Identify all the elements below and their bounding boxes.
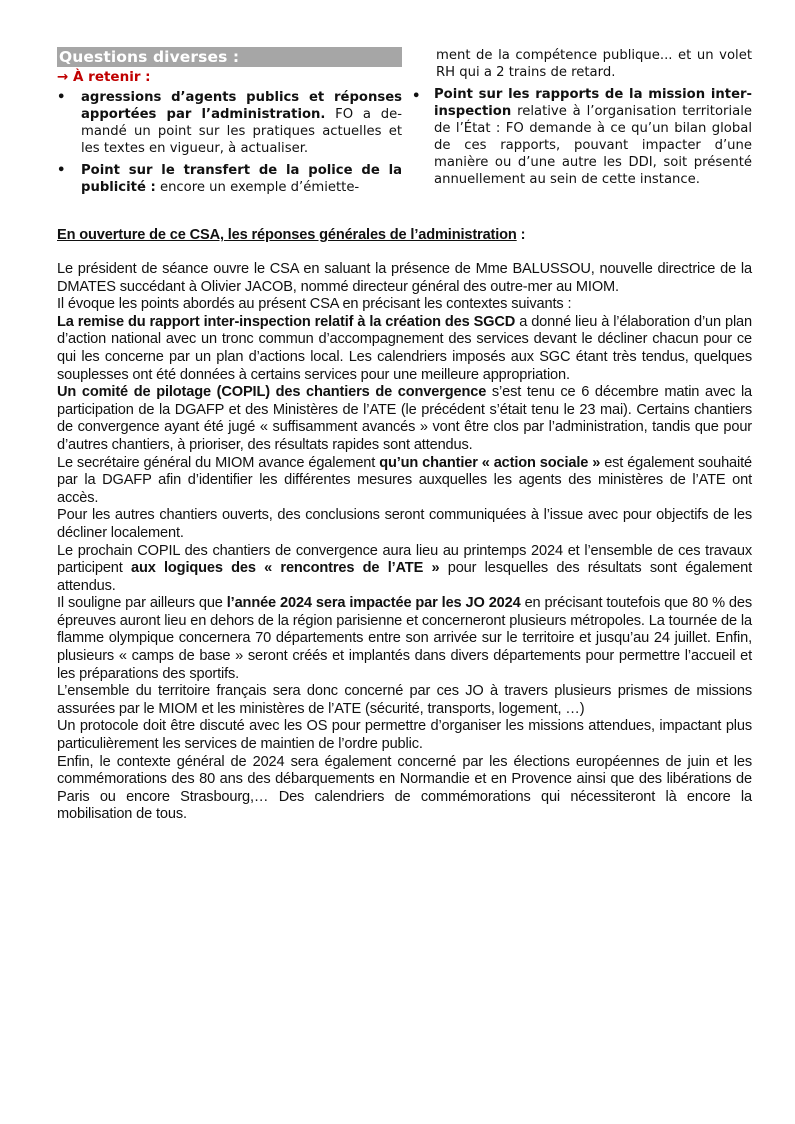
item-bold-text: Point sur le transfert de la police de la publicité :: [81, 163, 402, 195]
main-section: [57, 226, 752, 824]
right-column: [412, 47, 752, 201]
paragraph-text: en précisant toutefois que 80 % des épreuves auront lieu en dehors de la région parisienne et concerneront plusieurs métropoles. La tournée de la flamme olympique concernera 70 départements entre son arrivée sur le territoire et jusqu’au 24 juillet. Enfin, plusieurs « camps de base » seront créés et implantés dans divers départements pour permettre l’accueil et les préparations des sportifs.: [57, 595, 752, 682]
retenir-label: → À retenir :: [57, 69, 151, 85]
item-bold-text: agressions d’agents publics et réponses apportées par l’administration.: [81, 90, 402, 122]
bullet-list: [57, 89, 402, 196]
paragraph: [57, 543, 752, 596]
bullet-icon: •: [57, 90, 66, 105]
paragraph-text: Enfin, le contexte général de 2024 sera également concerné par les élections européennes de juin et les commémorations des 80 ans des débarquements en Normandie et en Provence ainsi que des libérations de Paris ou encore Strasbourg,… Des calendriers de commémorations qui nécessiteront là encore la mobilisation de tous.: [57, 753, 752, 823]
paragraph: [57, 718, 752, 753]
paragraph-text: Pour les autres chantiers ouverts, des conclusions seront communiquées à l’issue avec pour objectifs de les décliner localement.: [57, 507, 752, 541]
paragraph-text: Le prochain COPIL des chantiers de convergence aura lieu au printemps 2024 et l’ensemble de ces travaux participent: [57, 542, 752, 577]
paragraph-text: Il souligne par ailleurs que: [57, 595, 227, 612]
item-text: relative à l’organisation territoriale de l’État : FO demande à ce qu’un bilan global de ces rapports, pouvant impacter d’une manière ou d’une autre les DDI, soit présenté annuellement au sein de cette instance.: [434, 104, 752, 187]
item-text: encore un exemple d’émiette-: [155, 180, 360, 195]
paragraph: [57, 314, 752, 384]
paragraph: [57, 754, 752, 824]
paragraph-bold-text: La remise du rapport inter-inspection relatif à la création des SGCD: [57, 313, 516, 330]
paragraph-text: Le président de séance ouvre le CSA en saluant la présence de Mme BALUSSOU, nouvelle directrice de la DMATES succédant à Olivier JACOB, nommé directeur général des outre-mer au MIOM.: [57, 261, 752, 295]
heading-suffix: :: [516, 227, 526, 243]
list-item: [412, 86, 752, 188]
paragraphs: [57, 261, 752, 824]
section-heading: [57, 226, 752, 244]
section-title: Questions diverses :: [57, 47, 402, 67]
bullet-icon: •: [57, 163, 66, 178]
paragraph-text: L’ensemble du territoire français sera donc concerné par ces JO à travers plusieurs prismes de missions assurées par le MIOM et les ministères de l’ATE (sécurité, transports, logement, …): [57, 683, 752, 717]
continued-text: ment de la compétence publique... et un volet RH qui a 2 trains de retard.: [436, 48, 752, 80]
list-item: [57, 162, 402, 196]
left-column: [57, 47, 402, 201]
bullet-icon: •: [412, 89, 421, 104]
paragraph-bold-text: aux logiques des « rencontres de l’ATE »: [131, 560, 440, 577]
paragraph: [57, 595, 752, 683]
paragraph-text: Le secrétaire général du MIOM avance également: [57, 454, 380, 471]
paragraph-text: est également souhaité par la DGAFP afin d’identifier les différentes mesures auxquelles les agents des ministères de l’ATE ont accès.: [57, 454, 752, 506]
paragraph: [57, 261, 752, 296]
paragraph: [57, 455, 752, 508]
bullet-list: [412, 86, 752, 188]
paragraph-text: a donné lieu à l’élaboration d’un plan d’action national avec un tronc commun d’accompagnement des services devant le décliner chacun pour ce qui les concerne par un plan d’actions local. Les calendriers imposés aux SGC étant très tendus, quelques souplesses ont été données à certains services pour une meilleure appropriation.: [57, 313, 752, 383]
item-bold-text: Point sur les rapports de la mission inter-inspection: [434, 87, 752, 119]
paragraph-text: Un protocole doit être discuté avec les OS pour permettre d’organiser les missions attendues, impactant plus particulièrement les services de maintien de l’ordre public.: [57, 718, 752, 753]
paragraph: [57, 683, 752, 718]
questions-diverses-section: [57, 47, 752, 201]
paragraph-text: s’est tenu ce 6 décembre matin avec la participation de la DGAFP et des Ministères de l’ATE (le précédent s’était tenu le 23 mai). Certains chantiers de convergence ayant été jugé « suffisamment avancés » vont être clos par l’administration, tandis que pour d’autres chantiers, à prioriser, des résultats rapides sont attendus.: [57, 384, 753, 453]
paragraph-bold-text: Un comité de pilotage (COPIL) des chantiers de convergence: [57, 384, 487, 401]
paragraph: [57, 507, 752, 542]
paragraph-text: Il évoque les points abordés au présent CSA en précisant les contextes suivants :: [57, 296, 572, 313]
list-item: [57, 89, 402, 157]
paragraph: [57, 384, 752, 454]
paragraph-text: pour lesquelles des résultats sont également attendus.: [57, 560, 752, 594]
heading-text: En ouverture de ce CSA, les réponses générales de l’administration: [57, 227, 517, 243]
paragraph-bold-text: qu’un chantier « action sociale »: [379, 454, 601, 471]
paragraph: [57, 296, 752, 314]
item-text: FO a demandé un point sur les pratiques actuelles et les textes en vigueur, à actualiser.: [81, 107, 402, 156]
paragraph-bold-text: l’année 2024 sera impactée par les JO 2024: [226, 595, 521, 612]
